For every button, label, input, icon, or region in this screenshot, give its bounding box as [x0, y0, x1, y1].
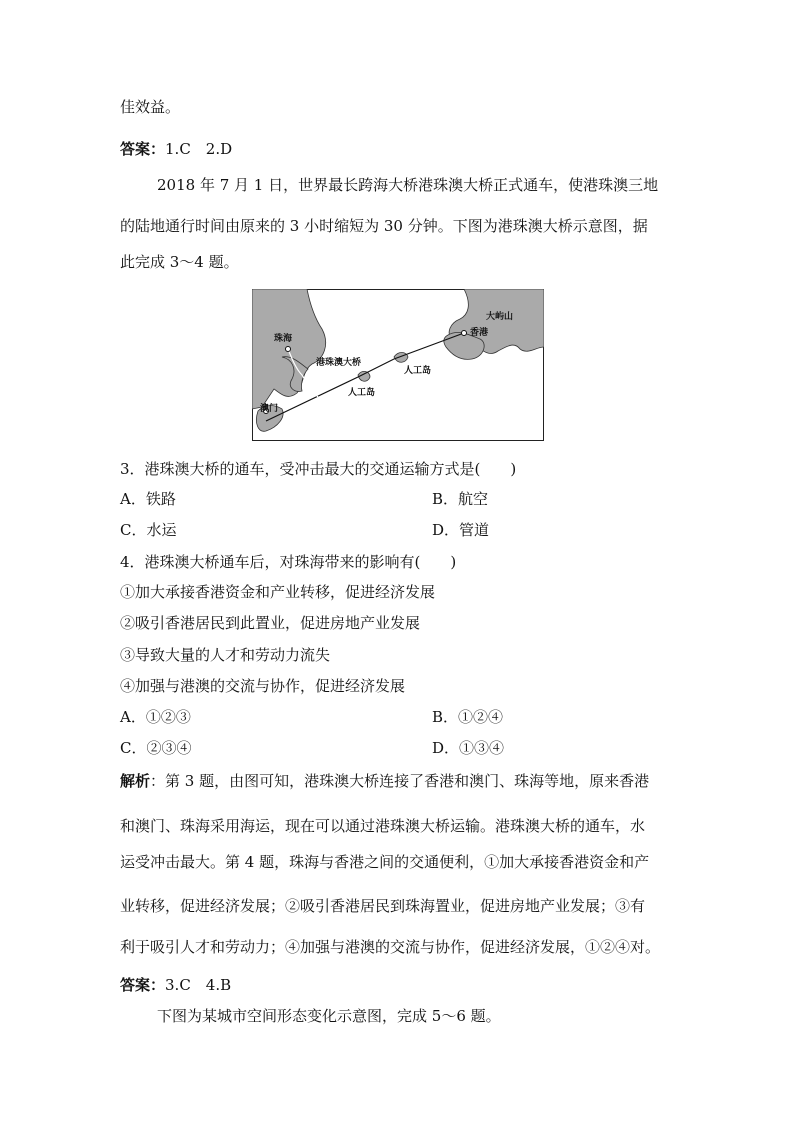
analysis-line: 业转移，促进经济发展；②吸引香港居民到珠海置业，促进房地产业发展；③有	[120, 897, 646, 915]
analysis-line: 利于吸引人才和劳动力；④加强与港澳的交流与协作，促进经济发展，①②④对。	[120, 938, 661, 956]
answer-label: 答案：	[120, 140, 166, 158]
q4-option-c: C．②③④	[120, 739, 192, 757]
answer-value: 1.C 2.D	[165, 140, 233, 158]
answer-line-2	[120, 975, 231, 995]
paragraph-line: 的陆地通行时间由原来的 3 小时缩短为 30 分钟。下图为港珠澳大桥示意图，据	[120, 217, 648, 235]
macau-label: 澳门	[260, 404, 279, 414]
q3-option-a: A．铁路	[120, 490, 176, 508]
q4-option-d: D．①③④	[432, 739, 505, 757]
q4-item: ③导致大量的人才和劳动力流失	[120, 646, 331, 664]
artificial-island-label: 人工岛	[348, 388, 376, 398]
zhuhai-marker	[286, 347, 291, 352]
paragraph-line: 此完成 3～4 题。	[120, 253, 239, 271]
q4-item: ④加强与港澳的交流与协作，促进经济发展	[120, 677, 406, 695]
answer-value: 3.C 4.B	[165, 976, 232, 994]
text-line: 佳效益。	[120, 98, 181, 116]
hongkong-marker	[462, 331, 467, 336]
hongkong-label: 香港	[470, 328, 489, 338]
paragraph-line: 2018 年 7 月 1 日，世界最长跨海大桥港珠澳大桥正式通车，使港珠澳三地	[157, 176, 659, 194]
bridge-map	[252, 289, 544, 441]
lantau-label: 大屿山	[486, 312, 514, 322]
analysis-line: 和澳门、珠海采用海运，现在可以通过港珠澳大桥运输。港珠澳大桥的通车，水	[120, 817, 646, 835]
artificial-island-label: 人工岛	[404, 366, 432, 376]
q3-option-d: D．管道	[432, 521, 490, 539]
analysis-label: 解析	[120, 772, 151, 790]
analysis-line: 运受冲击最大。第 4 题，珠海与香港之间的交通便利，①加大承接香港资金和产	[120, 853, 650, 871]
analysis-text: ：第 3 题，由图可知，港珠澳大桥连接了香港和澳门、珠海等地，原来香港	[150, 772, 650, 790]
answer-label: 答案：	[120, 976, 166, 994]
bridge-label: 港珠澳大桥	[316, 358, 362, 368]
q4-option-b: B．①②④	[432, 708, 504, 726]
zhuhai-label: 珠海	[274, 334, 293, 344]
analysis-line-1	[120, 771, 649, 791]
q4-item: ①加大承接香港资金和产业转移，促进经济发展	[120, 583, 436, 601]
q4-option-a: A．①②③	[120, 708, 191, 726]
next-intro-line: 下图为某城市空间形态变化示意图，完成 5～6 题。	[157, 1007, 501, 1025]
question-3-stem: 3．港珠澳大桥的通车，受冲击最大的交通运输方式是( )	[120, 460, 517, 478]
answer-line-1	[120, 139, 232, 159]
q3-option-b: B．航空	[432, 490, 489, 508]
q4-item: ②吸引香港居民到此置业，促进房地产业发展	[120, 614, 421, 632]
question-4-stem: 4．港珠澳大桥通车后，对珠海带来的影响有( )	[120, 553, 457, 571]
q3-option-c: C．水运	[120, 521, 177, 539]
